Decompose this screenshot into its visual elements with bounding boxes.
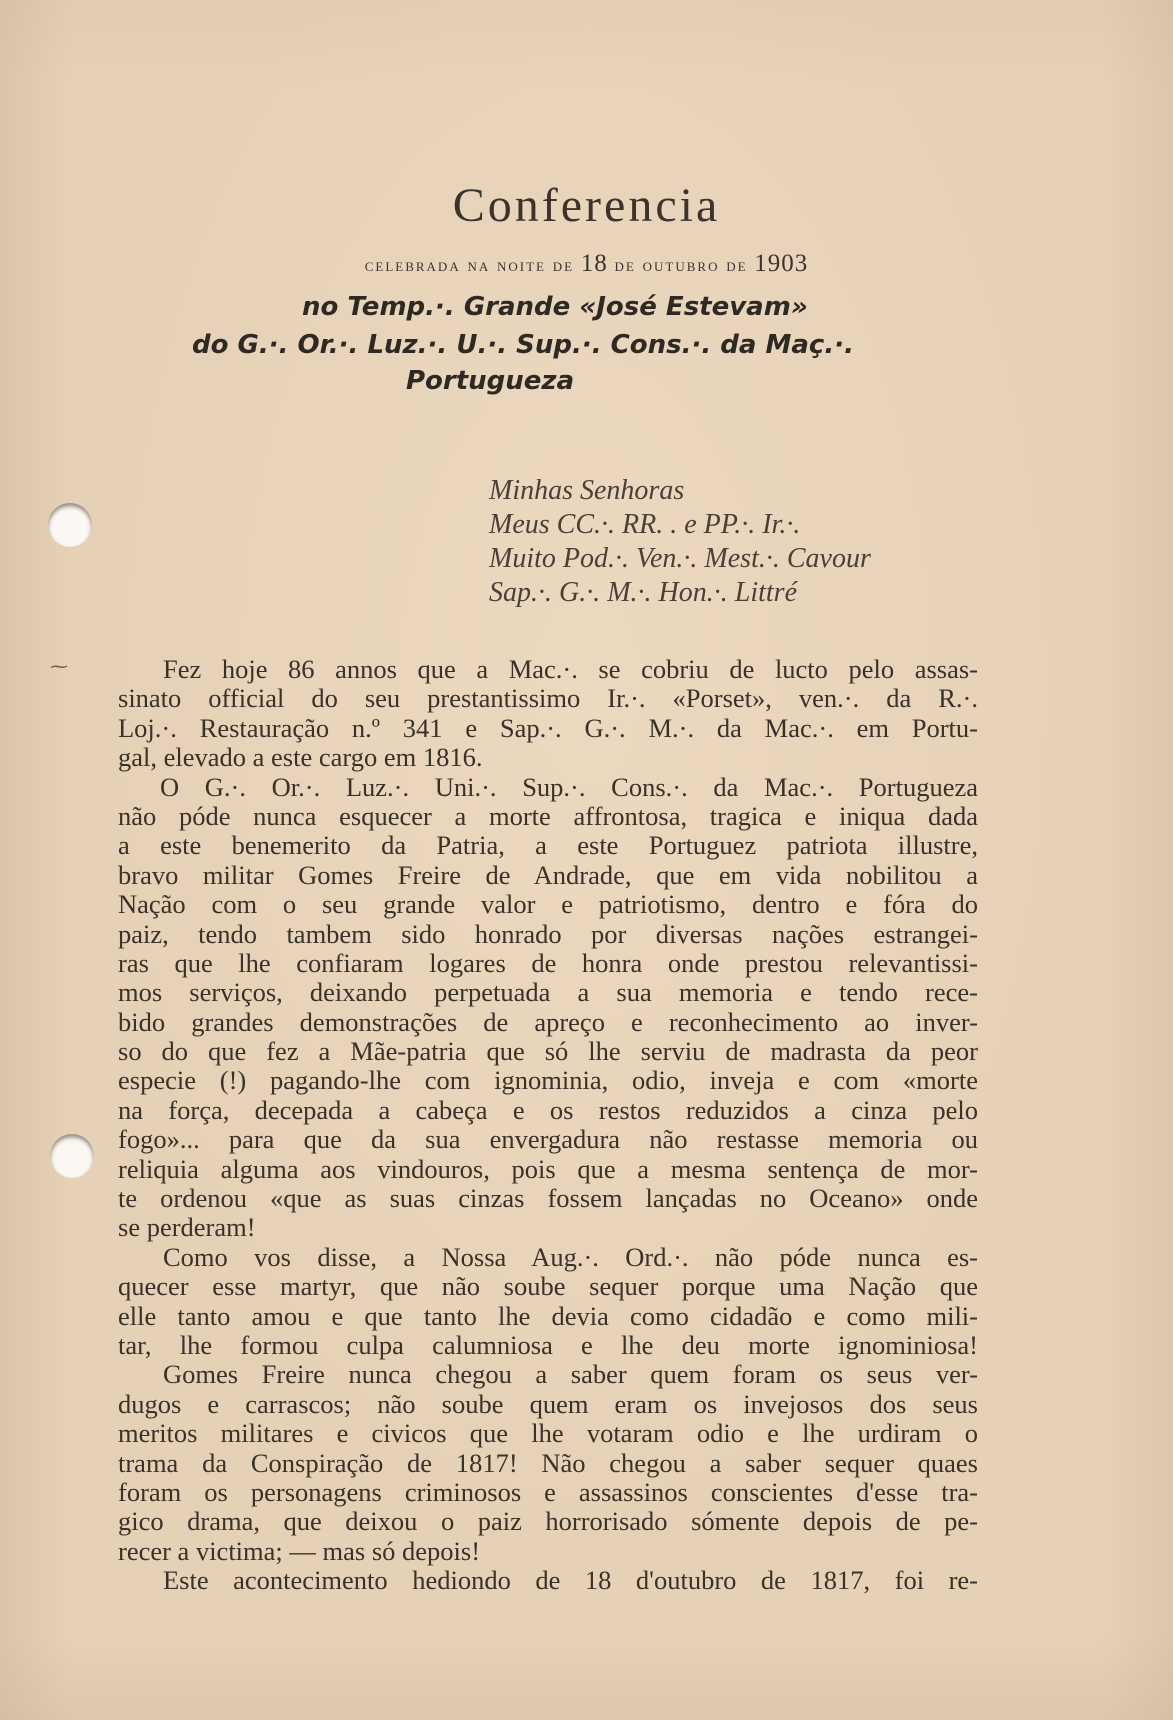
text-line: bravo militar Gomes Freire de Andrade, que em vida nobilitou a: [118, 859, 978, 890]
binder-hole-bottom: [50, 1134, 94, 1178]
text-line: paiz, tendo tambem sido honrado por diversas nações estrangei-: [118, 918, 978, 949]
text-line: a este benemerito da Patria, a este Portuguez patriota illustre,: [118, 830, 978, 861]
text-line: Fez hoje 86 annos que a Mac.·. se cobriu de lucto pelo assas-: [163, 654, 978, 684]
text-line: gico drama, que deixou o paiz horrorisado sómente depois de pe-: [118, 1506, 978, 1537]
text-line: tar, lhe formou culpa calumniosa e lhe deu morte ignominiosa!: [118, 1329, 978, 1360]
text-line: Como vos disse, a Nossa Aug.·. Ord.·. não póde nunca es-: [163, 1241, 978, 1272]
text-line: O G.·. Or.·. Luz.·. Uni.·. Sup.·. Cons.·. da Mac.·. Portugueza: [160, 771, 978, 802]
grand-orient-line: do G.·. Or.·. Luz.·. U.·. Sup.·. Cons.·. da Maç.·.: [192, 330, 854, 360]
text-line: trama da Conspiração de 1817! Não chegou a saber sequer quaes: [118, 1447, 978, 1478]
margin-mark: ⁓: [50, 656, 68, 676]
text-line: gal, elevado a este cargo em 1816.: [118, 742, 483, 773]
text-line: ras que lhe confiaram logares de honra onde prestou relevantissi-: [118, 947, 978, 978]
text-line: bido grandes demonstrações de apreço e reconhecimento ao inver-: [118, 1006, 978, 1037]
text-line: elle tanto amou e que tanto lhe devia como cidadão e como mili-: [118, 1300, 978, 1331]
salutation-line: Muito Pod.·. Ven.·. Mest.·. Cavour: [489, 543, 871, 574]
text-line: fogo»... para que da sua envergadura não restasse memoria ou: [118, 1124, 978, 1155]
body-text: [118, 655, 978, 1596]
portugueza-line: Portugueza: [406, 366, 575, 396]
text-line: quecer esse martyr, que não soube sequer porque uma Nação que: [118, 1271, 978, 1302]
text-line: meritos militares e civicos que lhe votaram odio e lhe urdiram o: [118, 1418, 978, 1449]
salutation-line: Sap.·. G.·. M.·. Hon.·. Littré: [489, 577, 797, 608]
salutation-block: [489, 474, 871, 610]
text-line: foram os personagens criminosos e assassinos conscientes d'esse tra-: [118, 1476, 978, 1507]
salutation-line: Meus CC.·. RR. . e PP.·. Ir.·.: [489, 509, 801, 540]
salutation-line: Minhas Senhoras: [489, 475, 685, 506]
text-line: mos serviços, deixando perpetuada a sua memoria e tendo rece-: [118, 977, 978, 1008]
document-subtitle: celebrada na noite de 18 de outubro de 1903: [364, 250, 809, 277]
text-line: sinato official do seu prestantissimo Ir.·. «Porset», ven.·. da R.·.: [118, 683, 978, 714]
text-line: se perderam!: [118, 1212, 256, 1243]
text-line: especie (!) pagando-lhe com ignominia, odio, inveja e com «morte: [118, 1065, 978, 1096]
document-title: Conferencia: [452, 179, 721, 232]
text-line: reliquia alguma aos vindouros, pois que a mesma sentença de mor-: [118, 1153, 978, 1184]
binder-hole-top: [48, 503, 92, 547]
text-line: não póde nunca esquecer a morte affrontosa, tragica e iniqua dada: [118, 800, 978, 831]
text-line: so do que fez a Mãe-patria que só lhe serviu de madrasta da peor: [118, 1036, 978, 1067]
temple-line: no Temp.·. Grande «José Estevam»: [302, 292, 808, 322]
text-line: Este acontecimento hediondo de 18 d'outubro de 1817, foi re-: [163, 1565, 978, 1596]
text-line: recer a victima; — mas só depois!: [118, 1535, 481, 1566]
text-line: Nação com o seu grande valor e patriotismo, dentro e fóra do: [118, 889, 978, 920]
text-line: na força, decepada a cabeça e os restos reduzidos a cinza pelo: [118, 1094, 978, 1125]
text-line: dugos e carrascos; não soube quem eram os invejosos dos seus: [118, 1388, 978, 1419]
text-line: Gomes Freire nunca chegou a saber quem foram os seus ver-: [163, 1359, 978, 1390]
text-line: te ordenou «que as suas cinzas fossem lançadas no Oceano» onde: [118, 1183, 978, 1214]
text-line: Loj.·. Restauração n.º 341 e Sap.·. G.·. M.·. da Mac.·. em Portu-: [118, 712, 978, 743]
